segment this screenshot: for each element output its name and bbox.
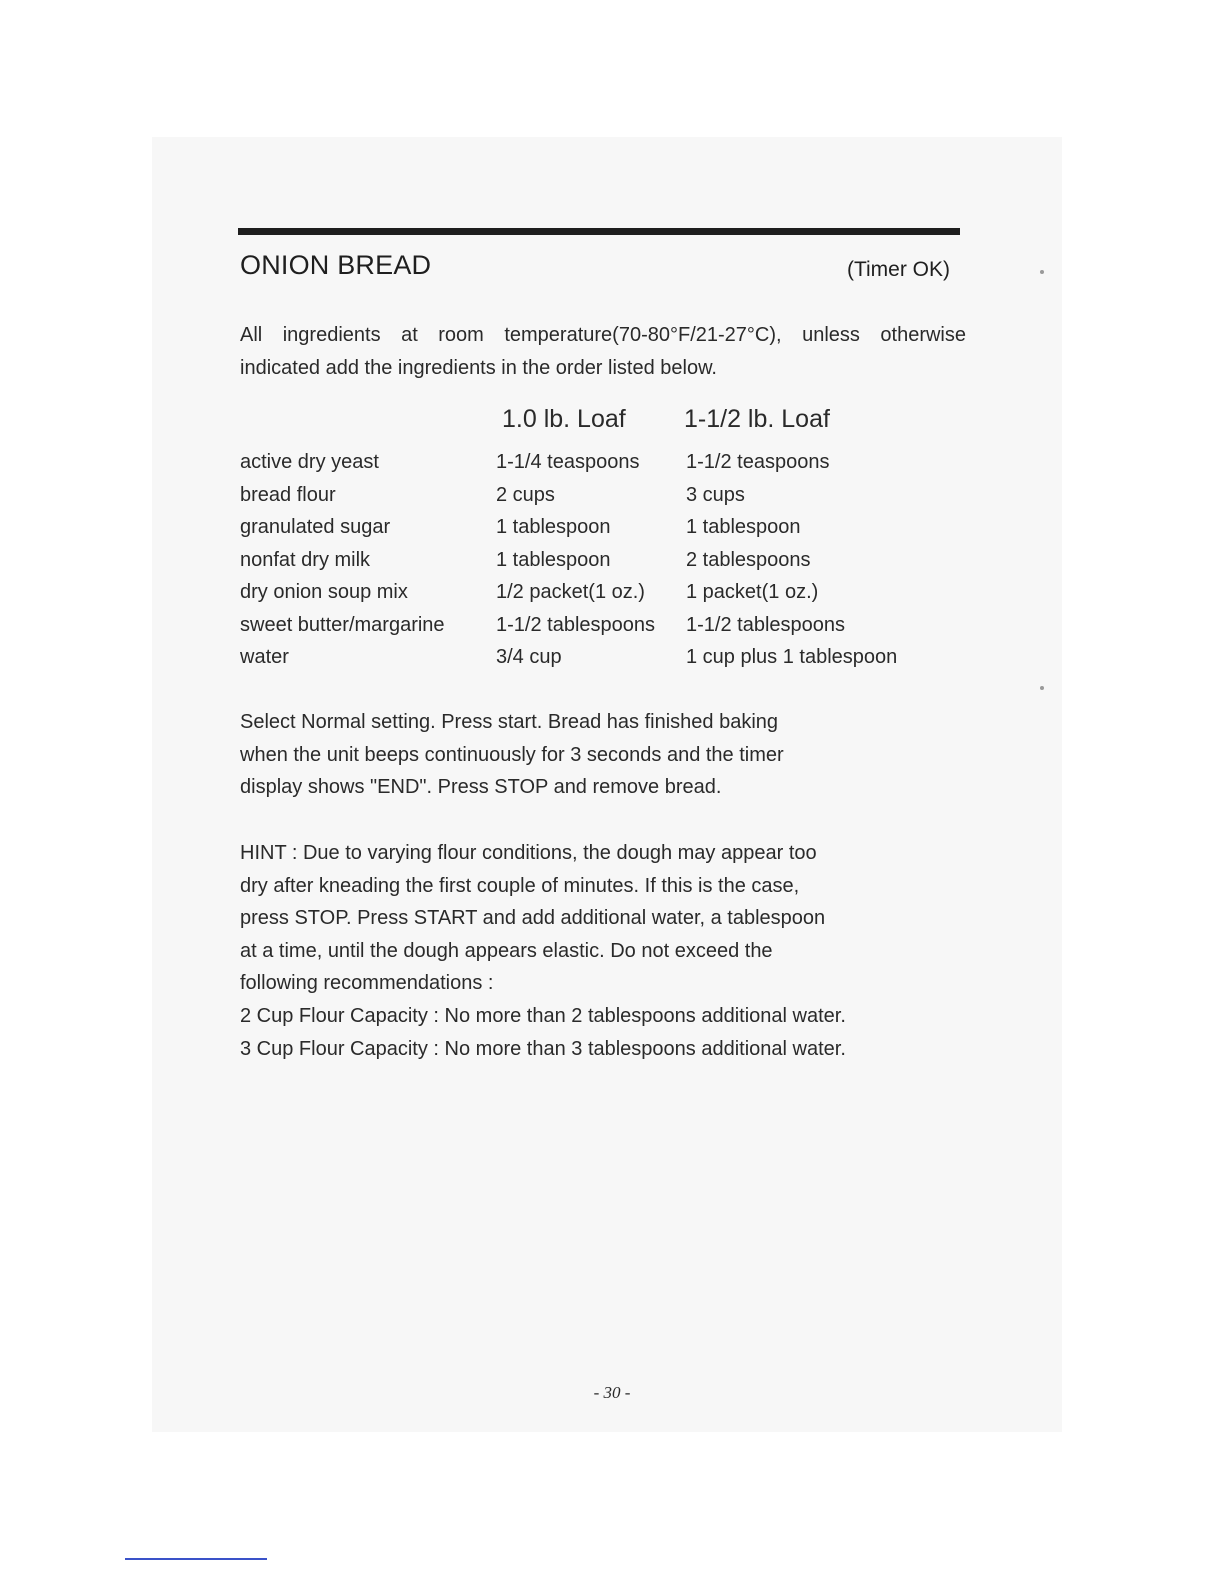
bottom-link-underline [125,1558,267,1560]
ingredient-large-quantity: 3 cups [686,483,745,506]
ingredient-small-quantity: 1 tablespoon [496,548,611,571]
intro-text-line-2: indicated add the ingredients in the order listed below. [240,357,717,379]
ingredient-large-quantity: 1-1/2 teaspoons [686,451,830,473]
hint-line: press STOP. Press START and add additional water, a tablespoon [240,907,826,930]
ingredient-large-quantity: 1 packet(1 oz.) [686,581,819,603]
hint-line: following recommendations : [240,972,494,995]
instruction-line: when the unit beeps continuously for 3 seconds and the timer [240,743,784,766]
instruction-line: display shows "END". Press STOP and remove bread. [240,776,722,799]
ingredient-row [0,581,1224,614]
scan-speck [1040,270,1044,274]
hint-paragraph [240,837,846,1065]
column-header-small-loaf: 1.0 lb. Loaf [502,405,626,433]
scan-speck [1040,686,1044,690]
ingredient-name: nonfat dry milk [240,548,371,571]
ingredient-row [0,614,1224,647]
ingredient-row [0,484,1224,517]
column-header-large-loaf: 1-1/2 lb. Loaf [684,405,830,433]
hint-line: dry after kneading the first couple of minutes. If this is the case, [240,874,800,897]
timer-note: (Timer OK) [846,258,950,281]
ingredient-small-quantity: 1-1/2 tablespoons [496,613,656,636]
recipe-title: ONION BREAD [240,250,432,280]
ingredient-name: sweet butter/margarine [240,613,445,636]
ingredient-small-quantity: 2 cups [496,483,555,506]
hint-line: 3 Cup Flour Capacity : No more than 3 tablespoons additional water. [240,1037,846,1060]
ingredient-row [0,516,1224,549]
ingredient-large-quantity: 1 cup plus 1 tablespoon [686,646,898,668]
ingredient-small-quantity: 3/4 cup [496,646,562,668]
header-rule [238,228,960,235]
ingredient-row [0,646,1224,679]
ingredient-large-quantity: 1 tablespoon [686,516,801,538]
ingredient-large-quantity: 2 tablespoons [686,548,811,571]
instruction-line: Select Normal setting. Press start. Bread has finished baking [240,711,779,733]
ingredient-name: active dry yeast [240,451,379,473]
ingredient-name: dry onion soup mix [240,581,408,603]
ingredient-small-quantity: 1/2 packet(1 oz.) [496,581,645,603]
hint-line: 2 Cup Flour Capacity : No more than 2 tablespoons additional water. [240,1004,846,1027]
page-number: - 30 - [593,1383,631,1402]
ingredient-name: granulated sugar [240,516,391,538]
ingredient-row [0,451,1224,484]
ingredient-row [0,549,1224,582]
hint-line: HINT : Due to varying flour conditions, the dough may appear too [240,842,817,864]
ingredient-name: bread flour [240,483,336,506]
instructions-paragraph [240,706,784,804]
ingredient-small-quantity: 1 tablespoon [496,516,611,538]
ingredient-large-quantity: 1-1/2 tablespoons [686,613,846,636]
intro-text-line-1: All ingredients at room temperature(70-80°F/21-27°C), unless otherwise [240,324,966,346]
ingredient-small-quantity: 1-1/4 teaspoons [496,451,640,473]
ingredient-name: water [240,646,289,668]
hint-line: at a time, until the dough appears elastic. Do not exceed the [240,939,773,962]
